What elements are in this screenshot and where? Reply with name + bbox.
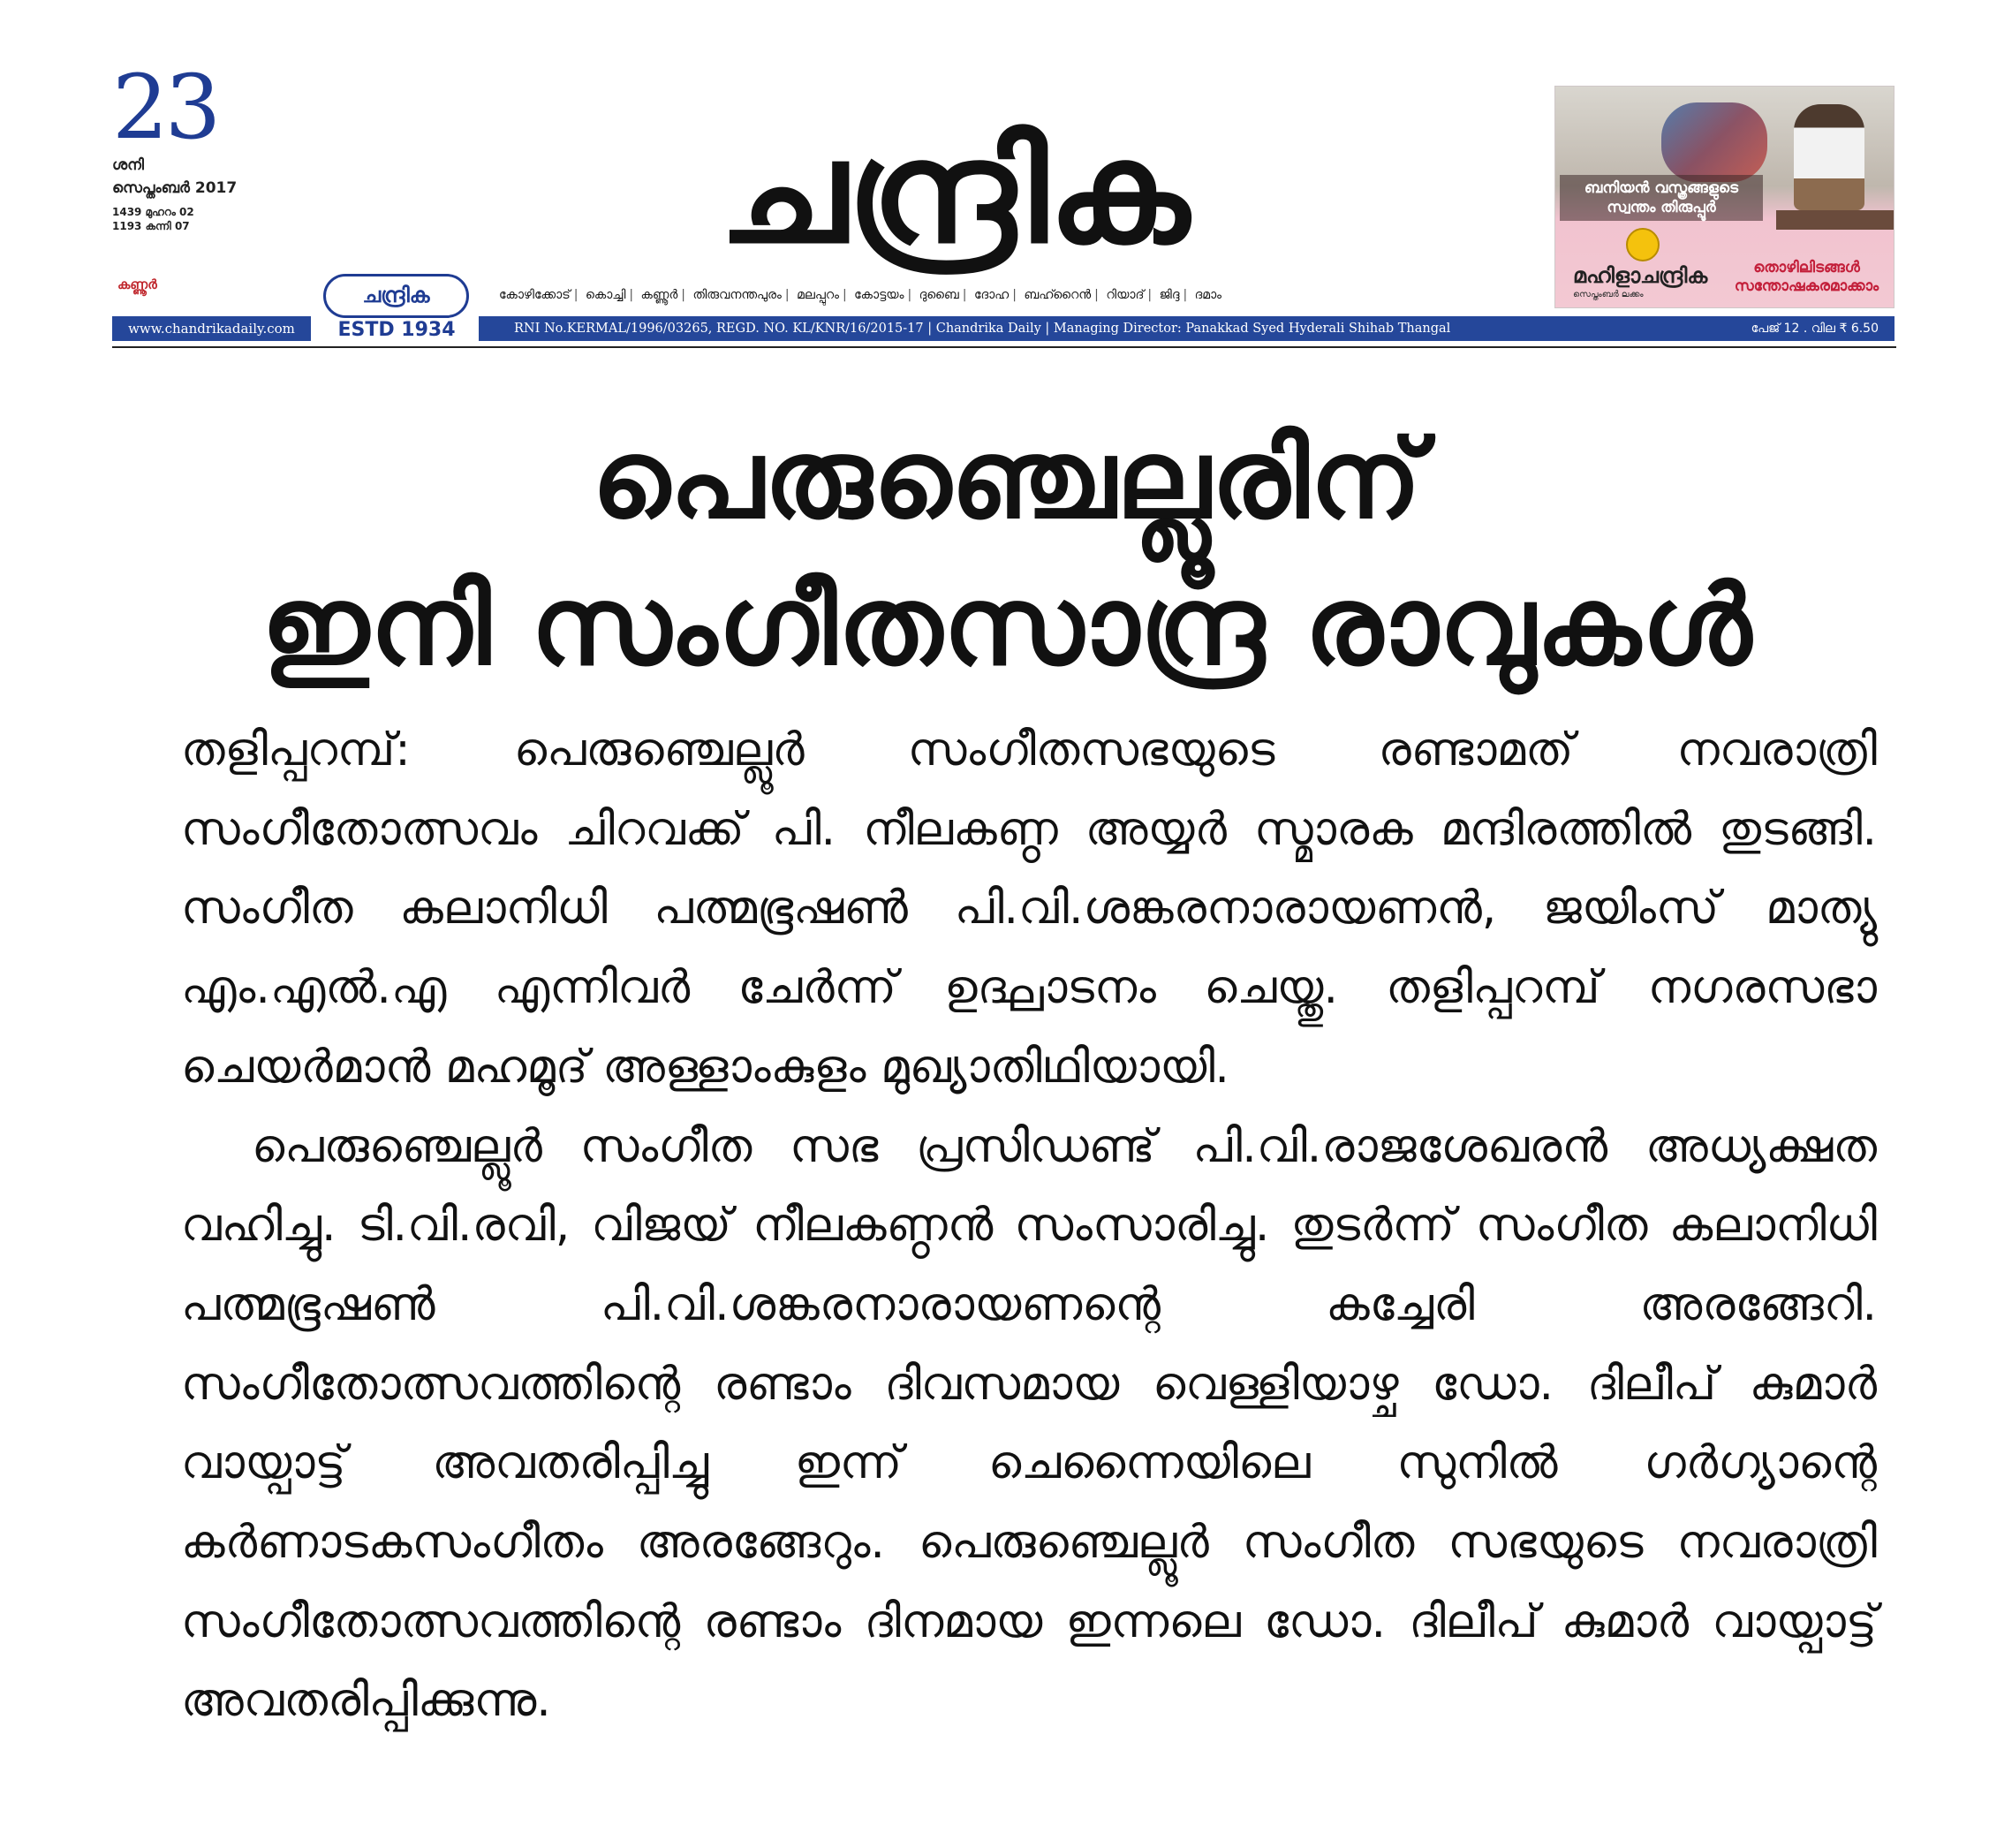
workbench-image [1776, 210, 1894, 230]
garment-pile-image [1661, 102, 1767, 182]
article-paragraph-1: തളിപ്പറമ്പ്: പെരുഞ്ചെല്ലൂർ സംഗീതസഭയുടെ രണ്ടാമത് നവരാത്രി സംഗീതോത്സവം ചിറവക്ക് പി. നീലകണ്ഠ അയ്യർ സ്മാരക മന്ദിരത്തിൽ തുടങ്ങി. സംഗീത കലാനിധി പത്മഭൂഷൺ പി.വി.ശങ്കരനാരായണൻ, ജയിംസ് മാത്യു എം.എൽ.എ എന്നിവർ ചേർന്ന് ഉദ്ഘാടനം ചെയ്തു. തളിപ്പറമ്പ് നഗരസഭാ ചെയർമാൻ മഹമൂദ് അള്ളാംകുളം മുഖ്യാതിഥിയായി. [181, 723, 1877, 1094]
edition-label: കണ്ണൂർ [117, 276, 157, 292]
advert-brand: മഹിളാചന്ദ്രിക [1573, 263, 1708, 288]
city-item: കൊച്ചി [585, 288, 626, 302]
city-item: ജിദ്ദ [1159, 288, 1180, 302]
city-item: തിരുവനന്തപുരം [692, 288, 782, 302]
city-item: ദുബൈ [919, 288, 959, 302]
headline-line-1: പെരുഞ്ചെല്ലൂരിന് [591, 416, 1423, 543]
city-item: കണ്ണൂർ [640, 288, 678, 302]
city-editions: കോഴിക്കോട് | കൊച്ചി | കണ്ണൂർ | തിരുവനന്തപുരം | മലപ്പുറം | കോട്ടയം | ദുബൈ | ദോഹ | ബഹ്റൈൻ | റിയാദ് | ജിദ്ദ | ദമാം [499, 288, 1222, 302]
city-item: ദോഹ [973, 288, 1010, 302]
date-block [112, 56, 306, 233]
masthead-rule [112, 346, 1896, 348]
registration-text: RNI No.KERMAL/1996/03265, REGD. NO. KL/KNR/16/2015-17 | Chandrika Daily | Managing Director: Panakkad Syed Hyderali Shihab Thangal [514, 322, 1451, 336]
registration-strip [479, 316, 1894, 341]
weekday: ശനി [112, 156, 144, 174]
newspaper-title: ചന്ദ്രിക [718, 110, 1190, 275]
magazine-advert[interactable] [1554, 86, 1894, 308]
month-year: സെപ്തംബർ 2017 [112, 179, 238, 197]
date-day: 23 [112, 56, 218, 159]
city-item: കോഴിക്കോട് [499, 288, 571, 302]
website-link[interactable]: www.chandrikadaily.com [128, 321, 295, 337]
estd-label: ESTD 1934 [337, 319, 456, 341]
advert-tag: സെപ്തംബർ ലക്കം [1573, 290, 1644, 299]
advert-headline: ബനിയൻ വസ്ത്രങ്ങളുടെ സ്വന്തം തിരുപ്പൂർ [1560, 175, 1763, 221]
article-body [181, 711, 1877, 1741]
city-item: മലപ്പുറം [797, 288, 839, 302]
kollam-date: 1193 കന്നി 07 [112, 220, 190, 232]
advert-slogan: തൊഴിലിടങ്ങൾ സന്തോഷകരമാക്കാം [1734, 259, 1879, 295]
worker-image [1794, 104, 1864, 210]
hijri-date: 1439 മുഹറം 02 [112, 206, 194, 218]
newspaper-seal: ചന്ദ്രിക [323, 274, 469, 318]
city-item: കോട്ടയം [854, 288, 904, 302]
city-item: ബഹ്റൈൻ [1024, 288, 1092, 302]
city-item: ദമാം [1194, 288, 1222, 302]
city-item: റിയാദ് [1106, 288, 1145, 302]
magazine-badge-icon [1626, 228, 1660, 261]
article-paragraph-2: പെരുഞ്ചെല്ലൂർ സംഗീത സഭ പ്രസിഡണ്ട് പി.വി.രാജശേഖരൻ അധ്യക്ഷത വഹിച്ചു. ടി.വി.രവി, വിജയ് നീലകണ്ഠൻ സംസാരിച്ചു. തുടർന്ന് സംഗീത കലാനിധി പത്മഭൂഷൺ പി.വി.ശങ്കരനാരായണന്റെ കച്ചേരി അരങ്ങേറി. സംഗീതോത്സവത്തിന്റെ രണ്ടാം ദിവസമായ വെള്ളിയാഴ്ച ഡോ. ദിലീപ് കുമാർ വായ്പാട്ട് അവതരിപ്പിച്ചു ഇന്ന് ചെന്നൈയിലെ സുനിൽ ഗർഗ്യാന്റെ കർണാടകസംഗീതം അരങ്ങേറും. പെരുഞ്ചെല്ലൂർ സംഗീത സഭയുടെ നവരാത്രി സംഗീതോത്സവത്തിന്റെ രണ്ടാം ദിനമായ ഇന്നലെ ഡോ. ദിലീപ് കുമാർ വായ്പാട്ട് അവതരിപ്പിക്കുന്നു. [181, 1119, 1877, 1728]
page-price: പേജ് 12 . വില ₹ 6.50 [1751, 322, 1879, 336]
headline-line-2: ഇനി സംഗീതസാന്ദ്ര രാവുകൾ [261, 563, 1752, 690]
website-strip [112, 316, 311, 341]
article-headline [212, 406, 1802, 700]
